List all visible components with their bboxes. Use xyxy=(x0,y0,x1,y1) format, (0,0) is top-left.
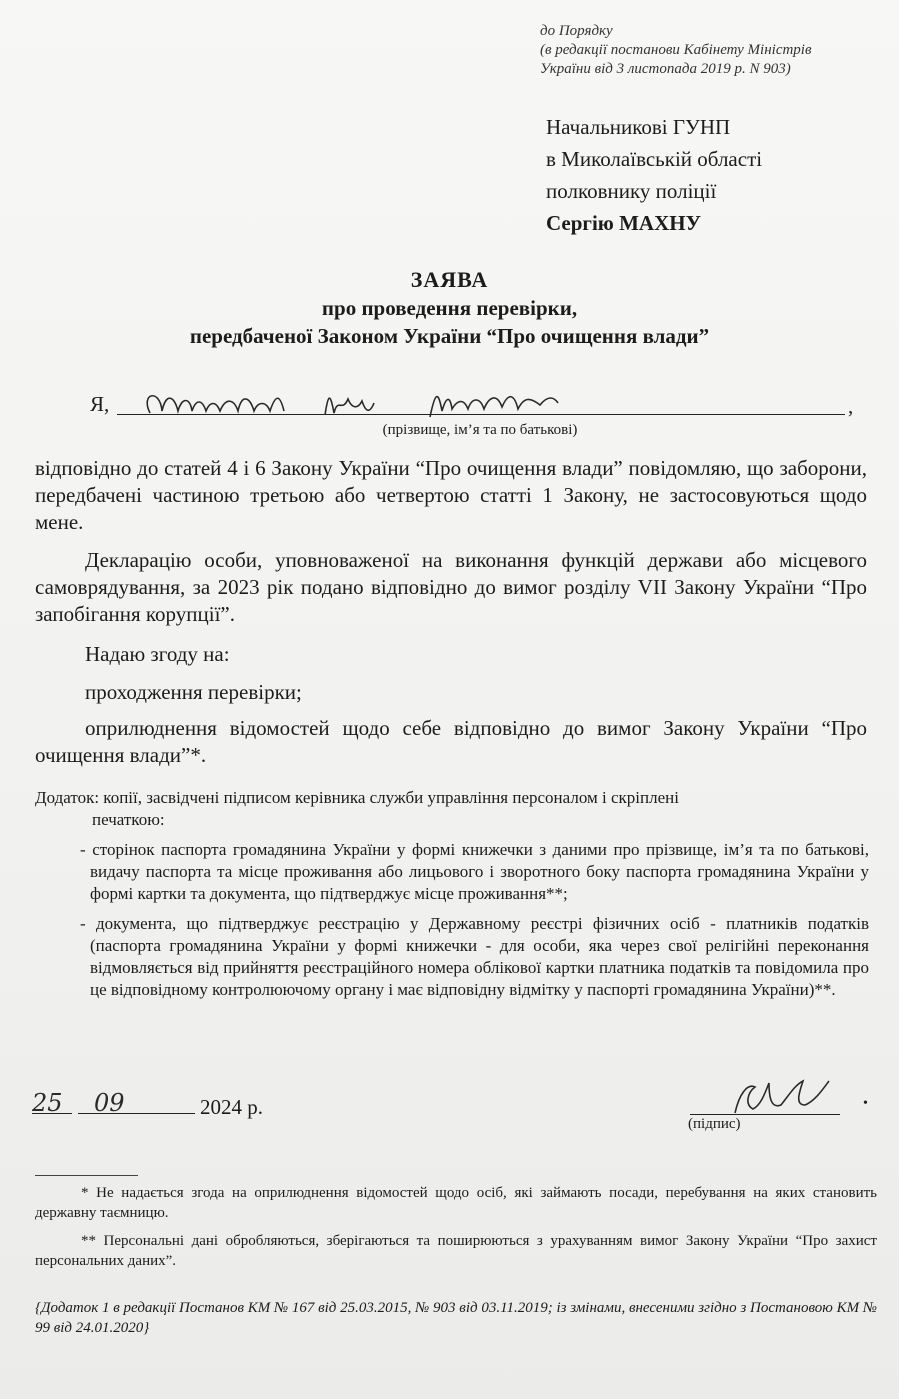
addressee-block xyxy=(546,111,762,239)
paragraph-statement: відповідно до статей 4 і 6 Закону України “Про очищення влади” повідомляю, що заборони, передбачені частиною третьою або четвертою статті 1 Закону, не застосовуються щодо мене. xyxy=(35,456,867,534)
handwritten-date xyxy=(28,1087,158,1117)
paragraph-declaration-text: Декларацію особи, уповноваженої на виконання функцій держави або місцевого самоврядування, за 2023 рік подано відповідно до вимог розділу VII Закону України “Про запобігання корупції”. xyxy=(35,548,867,626)
handwriting-stroke xyxy=(325,398,374,415)
paragraph-consent-item-text: оприлюднення відомостей щодо себе відповідно до вимог Закону України “Про очищення влади”*. xyxy=(35,716,867,767)
paragraph-consent-item xyxy=(35,715,867,769)
attachment-item: - документа, що підтверджує реєстрацію у Державному реєстрі фізичних осіб - платників податків (паспорта громадянина України у формі книжечки - для особи, яка через свої релігійні переконання відмовляється від прийняття реєстраційного номера облікової картки платника податків та повідомила про це відповідному контролюючому органу і має відповідну відмітку у паспорті громадянина України)**. xyxy=(80,914,869,999)
header-note-line: України від 3 листопада 2019 р. N 903) xyxy=(540,61,791,77)
title-main: ЗАЯВА xyxy=(410,267,489,292)
header-note xyxy=(540,22,812,79)
applicant-caption: (прізвище, ім’я та по батькові) xyxy=(382,422,578,438)
signature-dot: • xyxy=(863,1096,868,1111)
date-month: 09 xyxy=(94,1089,125,1117)
addressee-line: в Миколаївській області xyxy=(546,147,763,171)
header-note-line: (в редакції постанови Кабінету Міністрів xyxy=(540,42,812,58)
signature-stroke xyxy=(735,1081,829,1113)
footnote xyxy=(35,1183,877,1223)
attachment-item: - сторінок паспорта громадянина України у формі книжечки з даними про прізвище, ім’я та по батькові, видачу паспорта та місце проживання або лицьового і зворотного боку паспорта громадянина України у формі картки та документа, що підтверджує місце проживання**; xyxy=(80,840,869,903)
applicant-comma: , xyxy=(848,394,854,418)
attachment-intro: Додаток: копії, засвідчені підписом керівника служби управління персоналом і скріплені xyxy=(35,788,679,807)
handwritten-name xyxy=(130,383,570,423)
addressee-line: Начальникові ГУНП xyxy=(546,115,731,139)
paragraph-consent xyxy=(35,641,867,668)
paragraph-consent-item-text: проходження перевірки; xyxy=(85,680,302,704)
applicant-prefix: Я, xyxy=(90,392,110,416)
footnote-divider xyxy=(35,1175,138,1176)
date-day: 25 xyxy=(32,1089,63,1117)
header-note-line: до Порядку xyxy=(540,23,613,39)
addressee-name: Сергію МАХНУ xyxy=(546,211,701,235)
paragraph-consent-item xyxy=(35,679,867,706)
amendment-note: {Додаток 1 в редакції Постанов КМ № 167 від 25.03.2015, № 903 від 03.11.2019; із змінами, внесеними згідно з Постановою КМ № 99 від 24.01.2020} xyxy=(35,1300,877,1336)
paragraph-consent-text: Надаю згоду на: xyxy=(85,642,230,666)
signature-line xyxy=(690,1114,840,1115)
signature-caption: (підпис) xyxy=(688,1116,741,1132)
addressee-line: полковнику поліції xyxy=(546,179,717,203)
footnote-text: * Не надається згода на оприлюднення відомостей щодо осіб, які займають посади, перебування на яких становить державну таємницю. xyxy=(35,1185,877,1221)
paragraph-declaration xyxy=(35,547,867,628)
footnote-text: ** Персональні дані обробляються, зберігаються та поширюються з урахуванням вимог Закону України “Про захист персональних даних”. xyxy=(35,1233,877,1269)
footnote xyxy=(35,1231,877,1271)
title-sub: про проведення перевірки, xyxy=(321,296,578,320)
handwriting-stroke xyxy=(147,396,284,413)
attachment-section xyxy=(35,787,869,1001)
title-sub: передбаченої Законом України “Про очищення влади” xyxy=(189,324,710,348)
attachment-intro-cont: печаткою: xyxy=(92,810,165,829)
date-year: 2024 р. xyxy=(200,1095,263,1119)
document-title xyxy=(0,266,899,350)
handwriting-stroke xyxy=(430,397,558,417)
